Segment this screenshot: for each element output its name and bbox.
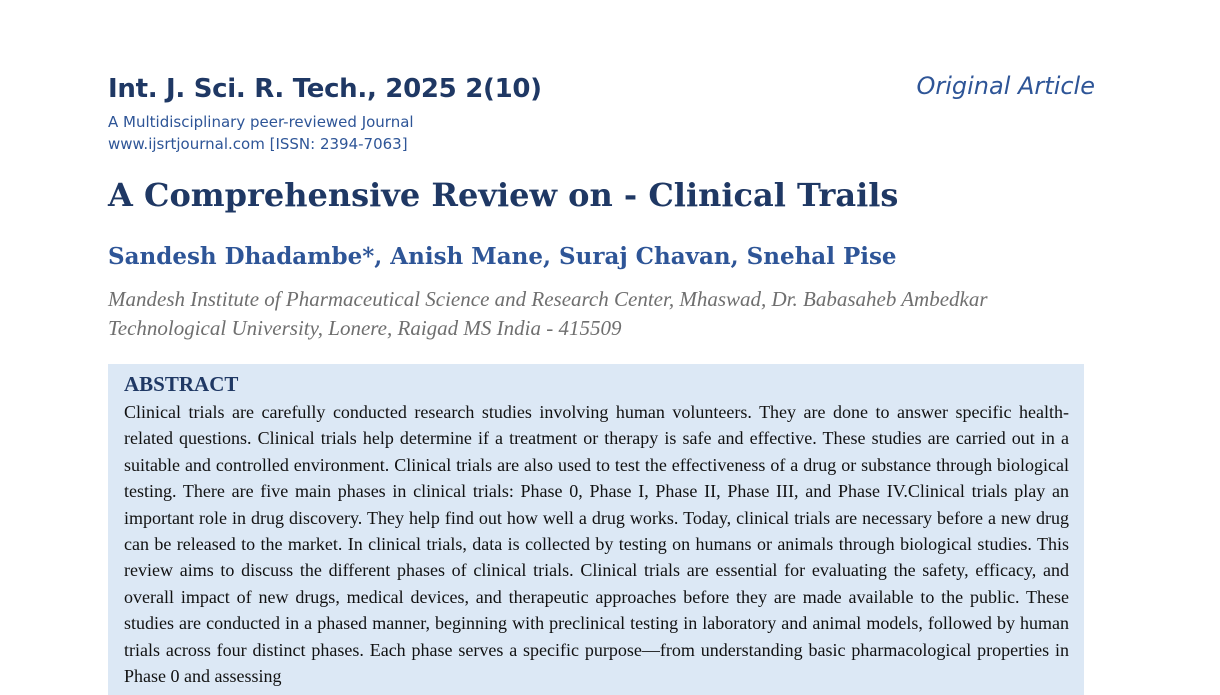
abstract-section <box>108 364 1084 695</box>
article-type-label: Original Article <box>916 72 1095 100</box>
abstract-body: Clinical trials are carefully conducted research studies involving human volunteers. They are done to answer specific health-related questions. Clinical trials help determine if a treatment or therapy is safe and effective. These studies are carried out in a suitable and controlled environment. Clinical trials are also used to test the effectiveness of a drug or substance through biological testing. There are five main phases in clinical trials: Phase 0, Phase I, Phase II, Phase III, and Phase IV.Clinical trials play an important role in drug discovery. They help find out how well a drug works. Today, clinical trials are necessary before a new drug can be released to the market. In clinical trials, data is collected by testing on humans or animals through biological studies. This review aims to discuss the different phases of clinical trials. Clinical trials are essential for evaluating the safety, efficacy, and overall impact of new drugs, medical devices, and therapeutic approaches before they are made available to the public. These studies are conducted in a phased manner, beginning with preclinical testing in laboratory and animal models, followed by human trials across four distinct phases. Each phase serves a specific purpose—from understanding basic pharmacological properties in Phase 0 and assessing <box>124 402 1069 687</box>
journal-title: Int. J. Sci. R. Tech., 2025 2(10) <box>108 74 542 104</box>
journal-website: www.ijsrtjournal.com [ISSN: 2394-7063] <box>108 135 408 153</box>
paper-title: A Comprehensive Review on - Clinical Trails <box>108 176 899 214</box>
author-affiliation: Mandesh Institute of Pharmaceutical Science and Research Center, Mhaswad, Dr. Babasaheb Ambedkar Technological University, Lonere, Raigad MS India - 415509 <box>108 287 988 340</box>
journal-subtitle: A Multidisciplinary peer-reviewed Journal <box>108 113 414 131</box>
author-list: Sandesh Dhadambe*, Anish Mane, Suraj Chavan, Snehal Pise <box>108 243 897 270</box>
abstract-heading: ABSTRACT <box>124 372 239 396</box>
